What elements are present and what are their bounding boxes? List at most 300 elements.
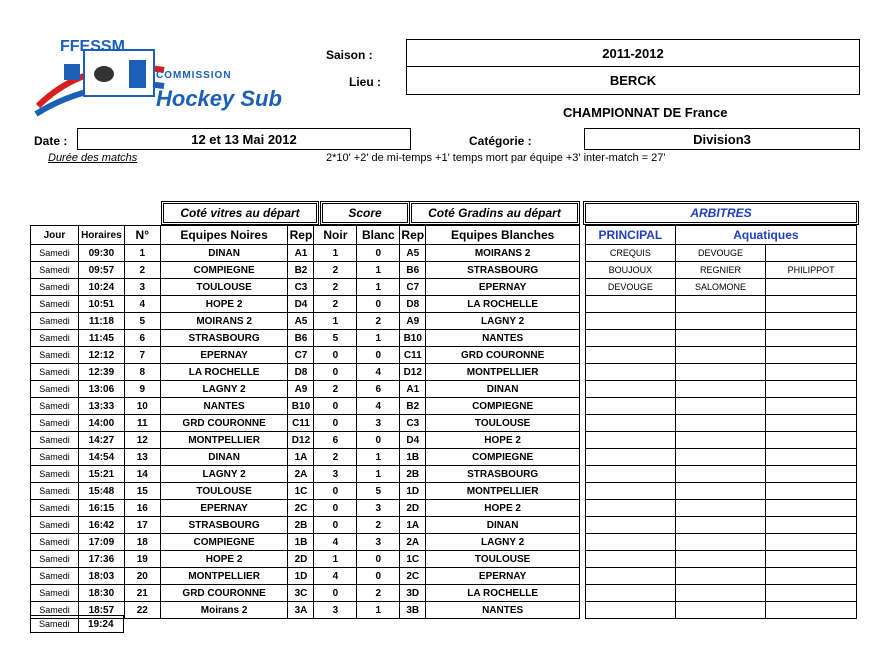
table-row xyxy=(31,347,580,364)
referee-row xyxy=(586,534,857,551)
match-time: 14:54 xyxy=(78,449,124,466)
black-team: MONTPELLIER xyxy=(160,432,288,449)
match-day: Samedi xyxy=(31,347,79,364)
match-time: 09:30 xyxy=(78,245,124,262)
last-slot-table xyxy=(30,615,124,633)
score-white: 1 xyxy=(357,262,400,279)
black-team: EPERNAY xyxy=(160,347,288,364)
match-day: Samedi xyxy=(31,262,79,279)
match-number: 1 xyxy=(124,245,160,262)
score-white: 6 xyxy=(357,381,400,398)
match-number: 6 xyxy=(124,330,160,347)
referee-aquatic-1 xyxy=(675,568,766,585)
black-rep: C3 xyxy=(288,279,314,296)
referee-principal: DEVOUGE xyxy=(586,279,676,296)
referee-aquatic-2 xyxy=(766,551,857,568)
referee-principal xyxy=(586,449,676,466)
white-team: LAGNY 2 xyxy=(426,534,580,551)
table-row xyxy=(31,585,580,602)
score-white: 0 xyxy=(357,551,400,568)
white-rep: 3D xyxy=(400,585,426,602)
white-rep: A1 xyxy=(400,381,426,398)
score-black: 6 xyxy=(314,432,357,449)
saison-label: Saison : xyxy=(326,48,373,62)
last-slot-row xyxy=(31,616,124,633)
black-team: NANTES xyxy=(160,398,288,415)
score-white: 4 xyxy=(357,398,400,415)
match-day: Samedi xyxy=(31,381,79,398)
referee-principal xyxy=(586,330,676,347)
referee-principal xyxy=(586,551,676,568)
match-time: 16:42 xyxy=(78,517,124,534)
referee-aquatic-1: SALOMONE xyxy=(675,279,766,296)
white-team: HOPE 2 xyxy=(426,432,580,449)
table-row xyxy=(31,330,580,347)
table-row xyxy=(31,381,580,398)
white-team: EPERNAY xyxy=(426,279,580,296)
score-white: 0 xyxy=(357,432,400,449)
score-white: 0 xyxy=(357,296,400,313)
black-team: HOPE 2 xyxy=(160,296,288,313)
score-black: 0 xyxy=(314,517,357,534)
referee-principal xyxy=(586,483,676,500)
score-white: 1 xyxy=(357,449,400,466)
group-header-score: Score xyxy=(322,203,408,223)
referee-aquatic-1 xyxy=(675,483,766,500)
black-team: COMPIEGNE xyxy=(160,534,288,551)
duree-value: 2*10' +2' de mi-temps +1' temps mort par équipe +3' inter-match = 27' xyxy=(326,152,666,164)
col-aquatiques: Aquatiques xyxy=(675,226,856,245)
score-black: 4 xyxy=(314,534,357,551)
referee-principal xyxy=(586,466,676,483)
match-day: Samedi xyxy=(31,398,79,415)
referee-principal xyxy=(586,347,676,364)
score-white: 3 xyxy=(357,500,400,517)
black-team: STRASBOURG xyxy=(160,330,288,347)
black-rep: 1C xyxy=(288,483,314,500)
match-day: Samedi xyxy=(31,500,79,517)
score-black: 3 xyxy=(314,466,357,483)
referee-principal xyxy=(586,415,676,432)
match-time: 18:57 xyxy=(78,602,124,619)
referee-principal xyxy=(586,585,676,602)
score-white: 1 xyxy=(357,466,400,483)
black-rep: 2C xyxy=(288,500,314,517)
table-row xyxy=(31,568,580,585)
referee-aquatic-2 xyxy=(766,432,857,449)
black-team: GRD COURONNE xyxy=(160,585,288,602)
table-row xyxy=(31,551,580,568)
black-team: MONTPELLIER xyxy=(160,568,288,585)
white-team: COMPIEGNE xyxy=(426,398,580,415)
score-black: 1 xyxy=(314,313,357,330)
col-blanc: Blanc xyxy=(357,226,400,245)
white-rep: B6 xyxy=(400,262,426,279)
score-black: 0 xyxy=(314,500,357,517)
score-white: 2 xyxy=(357,585,400,602)
score-black: 3 xyxy=(314,602,357,619)
white-team: MOIRANS 2 xyxy=(426,245,580,262)
referee-aquatic-2: PHILIPPOT xyxy=(766,262,857,279)
white-team: HOPE 2 xyxy=(426,500,580,517)
lieu-label: Lieu : xyxy=(349,75,381,89)
black-rep: 1A xyxy=(288,449,314,466)
referee-aquatic-1 xyxy=(675,347,766,364)
white-team: LA ROCHELLE xyxy=(426,585,580,602)
black-rep: 1B xyxy=(288,534,314,551)
saison-value: 2011-2012 xyxy=(406,39,860,67)
table-row xyxy=(31,398,580,415)
referee-row xyxy=(586,449,857,466)
black-team: LAGNY 2 xyxy=(160,466,288,483)
black-rep: D8 xyxy=(288,364,314,381)
match-day: Samedi xyxy=(31,585,79,602)
referee-aquatic-2 xyxy=(766,279,857,296)
ffessm-logo xyxy=(34,40,294,118)
match-time: 13:33 xyxy=(78,398,124,415)
score-black: 4 xyxy=(314,568,357,585)
white-rep: D12 xyxy=(400,364,426,381)
table-header-row xyxy=(31,226,580,245)
table-row xyxy=(31,449,580,466)
referee-table xyxy=(585,225,857,619)
match-time: 15:21 xyxy=(78,466,124,483)
black-team: COMPIEGNE xyxy=(160,262,288,279)
match-number: 13 xyxy=(124,449,160,466)
referee-principal xyxy=(586,517,676,534)
match-time: 11:18 xyxy=(78,313,124,330)
col-noires: Equipes Noires xyxy=(160,226,288,245)
referee-aquatic-1 xyxy=(675,364,766,381)
referee-aquatic-2 xyxy=(766,568,857,585)
referee-row xyxy=(586,517,857,534)
referee-row xyxy=(586,347,857,364)
referee-principal xyxy=(586,534,676,551)
col-rep2: Rep xyxy=(400,226,426,245)
logo-brand-text: Hockey Sub xyxy=(156,86,282,111)
date-value: 12 et 13 Mai 2012 xyxy=(77,128,411,150)
black-rep: B2 xyxy=(288,262,314,279)
black-rep: B6 xyxy=(288,330,314,347)
referee-principal xyxy=(586,500,676,517)
score-black: 2 xyxy=(314,381,357,398)
white-rep: C11 xyxy=(400,347,426,364)
match-number: 14 xyxy=(124,466,160,483)
last-slot-day: Samedi xyxy=(31,616,79,633)
referee-aquatic-1 xyxy=(675,551,766,568)
white-rep: C7 xyxy=(400,279,426,296)
referee-principal xyxy=(586,313,676,330)
referee-row xyxy=(586,330,857,347)
score-white: 2 xyxy=(357,517,400,534)
match-day: Samedi xyxy=(31,551,79,568)
white-rep: D4 xyxy=(400,432,426,449)
match-number: 9 xyxy=(124,381,160,398)
referee-aquatic-1 xyxy=(675,534,766,551)
black-rep: A1 xyxy=(288,245,314,262)
referee-aquatic-2 xyxy=(766,313,857,330)
match-time: 17:36 xyxy=(78,551,124,568)
referee-row xyxy=(586,585,857,602)
group-header-gradins: Coté Gradins au départ xyxy=(411,203,578,223)
match-day: Samedi xyxy=(31,534,79,551)
score-black: 2 xyxy=(314,279,357,296)
match-day: Samedi xyxy=(31,296,79,313)
black-team: STRASBOURG xyxy=(160,517,288,534)
white-rep: C3 xyxy=(400,415,426,432)
score-white: 2 xyxy=(357,313,400,330)
table-row xyxy=(31,313,580,330)
referee-row xyxy=(586,398,857,415)
black-rep: 2B xyxy=(288,517,314,534)
referee-principal xyxy=(586,398,676,415)
referee-aquatic-1 xyxy=(675,330,766,347)
score-black: 0 xyxy=(314,585,357,602)
white-rep: 1B xyxy=(400,449,426,466)
black-rep: B10 xyxy=(288,398,314,415)
table-row xyxy=(31,500,580,517)
match-day: Samedi xyxy=(31,432,79,449)
logo-commission-text: COMMISSION xyxy=(156,70,232,81)
match-day: Samedi xyxy=(31,602,79,619)
match-number: 5 xyxy=(124,313,160,330)
referee-row xyxy=(586,415,857,432)
referee-row xyxy=(586,313,857,330)
match-time: 14:27 xyxy=(78,432,124,449)
score-black: 0 xyxy=(314,415,357,432)
match-day: Samedi xyxy=(31,364,79,381)
white-team: LAGNY 2 xyxy=(426,313,580,330)
referee-aquatic-2 xyxy=(766,449,857,466)
white-team: COMPIEGNE xyxy=(426,449,580,466)
match-time: 15:48 xyxy=(78,483,124,500)
referee-aquatic-1 xyxy=(675,432,766,449)
referee-aquatic-1 xyxy=(675,466,766,483)
referee-row xyxy=(586,262,857,279)
col-rep: Rep xyxy=(288,226,314,245)
white-rep: D8 xyxy=(400,296,426,313)
table-row xyxy=(31,517,580,534)
table-row xyxy=(31,279,580,296)
score-white: 0 xyxy=(357,347,400,364)
black-rep: 1D xyxy=(288,568,314,585)
referee-aquatic-2 xyxy=(766,347,857,364)
score-black: 5 xyxy=(314,330,357,347)
white-team: DINAN xyxy=(426,381,580,398)
referee-aquatic-2 xyxy=(766,381,857,398)
referee-aquatic-2 xyxy=(766,330,857,347)
match-number: 7 xyxy=(124,347,160,364)
black-team: MOIRANS 2 xyxy=(160,313,288,330)
table-row xyxy=(31,415,580,432)
black-team: DINAN xyxy=(160,245,288,262)
referee-aquatic-2 xyxy=(766,602,857,619)
referee-row xyxy=(586,466,857,483)
referee-aquatic-2 xyxy=(766,466,857,483)
match-number: 20 xyxy=(124,568,160,585)
black-team: LA ROCHELLE xyxy=(160,364,288,381)
score-white: 4 xyxy=(357,364,400,381)
black-rep: 2D xyxy=(288,551,314,568)
match-day: Samedi xyxy=(31,415,79,432)
referee-principal xyxy=(586,432,676,449)
score-white: 5 xyxy=(357,483,400,500)
match-number: 17 xyxy=(124,517,160,534)
referee-header-row xyxy=(586,226,857,245)
score-black: 0 xyxy=(314,347,357,364)
white-rep: B2 xyxy=(400,398,426,415)
match-table xyxy=(30,225,580,619)
score-white: 1 xyxy=(357,602,400,619)
table-row xyxy=(31,364,580,381)
black-rep: A5 xyxy=(288,313,314,330)
score-white: 3 xyxy=(357,534,400,551)
black-team: TOULOUSE xyxy=(160,279,288,296)
referee-row xyxy=(586,602,857,619)
duree-label: Durée des matchs xyxy=(48,152,138,164)
referee-principal: BOUJOUX xyxy=(586,262,676,279)
table-row xyxy=(31,432,580,449)
match-day: Samedi xyxy=(31,245,79,262)
match-number: 16 xyxy=(124,500,160,517)
match-time: 17:09 xyxy=(78,534,124,551)
black-team: HOPE 2 xyxy=(160,551,288,568)
match-number: 18 xyxy=(124,534,160,551)
col-blanches: Equipes Blanches xyxy=(426,226,580,245)
col-horaires: Horaires xyxy=(78,226,124,245)
championship-title: CHAMPIONNAT DE France xyxy=(563,105,728,120)
white-team: EPERNAY xyxy=(426,568,580,585)
white-rep: 1C xyxy=(400,551,426,568)
match-day: Samedi xyxy=(31,279,79,296)
match-day: Samedi xyxy=(31,313,79,330)
white-team: MONTPELLIER xyxy=(426,364,580,381)
referee-row xyxy=(586,551,857,568)
white-rep: 2A xyxy=(400,534,426,551)
match-time: 18:03 xyxy=(78,568,124,585)
white-rep: A9 xyxy=(400,313,426,330)
referee-aquatic-1: DEVOUGE xyxy=(675,245,766,262)
referee-row xyxy=(586,500,857,517)
referee-row xyxy=(586,568,857,585)
white-rep: A5 xyxy=(400,245,426,262)
table-row xyxy=(31,296,580,313)
match-number: 2 xyxy=(124,262,160,279)
white-team: STRASBOURG xyxy=(426,262,580,279)
black-team: DINAN xyxy=(160,449,288,466)
black-team: GRD COURONNE xyxy=(160,415,288,432)
match-time: 16:15 xyxy=(78,500,124,517)
match-number: 10 xyxy=(124,398,160,415)
score-white: 0 xyxy=(357,568,400,585)
score-white: 1 xyxy=(357,330,400,347)
referee-aquatic-1 xyxy=(675,585,766,602)
score-white: 3 xyxy=(357,415,400,432)
score-black: 2 xyxy=(314,262,357,279)
match-time: 11:45 xyxy=(78,330,124,347)
black-team: EPERNAY xyxy=(160,500,288,517)
referee-aquatic-2 xyxy=(766,245,857,262)
white-team: TOULOUSE xyxy=(426,415,580,432)
white-rep: 1D xyxy=(400,483,426,500)
match-day: Samedi xyxy=(31,517,79,534)
referee-row xyxy=(586,483,857,500)
match-day: Samedi xyxy=(31,330,79,347)
referee-aquatic-1 xyxy=(675,602,766,619)
match-day: Samedi xyxy=(31,568,79,585)
black-rep: D12 xyxy=(288,432,314,449)
black-team: LAGNY 2 xyxy=(160,381,288,398)
table-row xyxy=(31,466,580,483)
referee-aquatic-1 xyxy=(675,313,766,330)
last-slot-time: 19:24 xyxy=(78,616,123,633)
col-jour: Jour xyxy=(31,226,79,245)
referee-aquatic-1 xyxy=(675,381,766,398)
referee-aquatic-2 xyxy=(766,415,857,432)
white-rep: 2C xyxy=(400,568,426,585)
referee-aquatic-1 xyxy=(675,517,766,534)
referee-aquatic-1 xyxy=(675,296,766,313)
referee-aquatic-1: REGNIER xyxy=(675,262,766,279)
match-number: 12 xyxy=(124,432,160,449)
match-number: 11 xyxy=(124,415,160,432)
referee-aquatic-2 xyxy=(766,534,857,551)
referee-row xyxy=(586,279,857,296)
referee-aquatic-2 xyxy=(766,296,857,313)
table-row xyxy=(31,262,580,279)
referee-aquatic-1 xyxy=(675,398,766,415)
referee-principal xyxy=(586,568,676,585)
black-rep: C11 xyxy=(288,415,314,432)
date-label: Date : xyxy=(34,134,68,148)
group-header-arbitres: ARBITRES xyxy=(585,203,857,223)
black-rep: D4 xyxy=(288,296,314,313)
black-rep: 3A xyxy=(288,602,314,619)
match-time: 18:30 xyxy=(78,585,124,602)
table-row xyxy=(31,483,580,500)
white-rep: 2B xyxy=(400,466,426,483)
logo-org-text: FFESSM xyxy=(60,38,125,55)
referee-row xyxy=(586,296,857,313)
white-rep: 3B xyxy=(400,602,426,619)
match-time: 14:00 xyxy=(78,415,124,432)
lieu-value: BERCK xyxy=(406,67,860,95)
score-black: 2 xyxy=(314,296,357,313)
referee-principal xyxy=(586,381,676,398)
match-day: Samedi xyxy=(31,466,79,483)
match-time: 13:06 xyxy=(78,381,124,398)
referee-aquatic-2 xyxy=(766,585,857,602)
match-time: 10:51 xyxy=(78,296,124,313)
referee-principal: CREQUIS xyxy=(586,245,676,262)
referee-principal xyxy=(586,364,676,381)
score-black: 2 xyxy=(314,449,357,466)
white-rep: 2D xyxy=(400,500,426,517)
white-team: MONTPELLIER xyxy=(426,483,580,500)
white-rep: B10 xyxy=(400,330,426,347)
score-black: 0 xyxy=(314,398,357,415)
match-day: Samedi xyxy=(31,449,79,466)
referee-principal xyxy=(586,602,676,619)
white-rep: 1A xyxy=(400,517,426,534)
match-time: 10:24 xyxy=(78,279,124,296)
referee-aquatic-2 xyxy=(766,364,857,381)
referee-aquatic-2 xyxy=(766,500,857,517)
match-time: 09:57 xyxy=(78,262,124,279)
referee-row xyxy=(586,364,857,381)
black-team: TOULOUSE xyxy=(160,483,288,500)
match-number: 8 xyxy=(124,364,160,381)
